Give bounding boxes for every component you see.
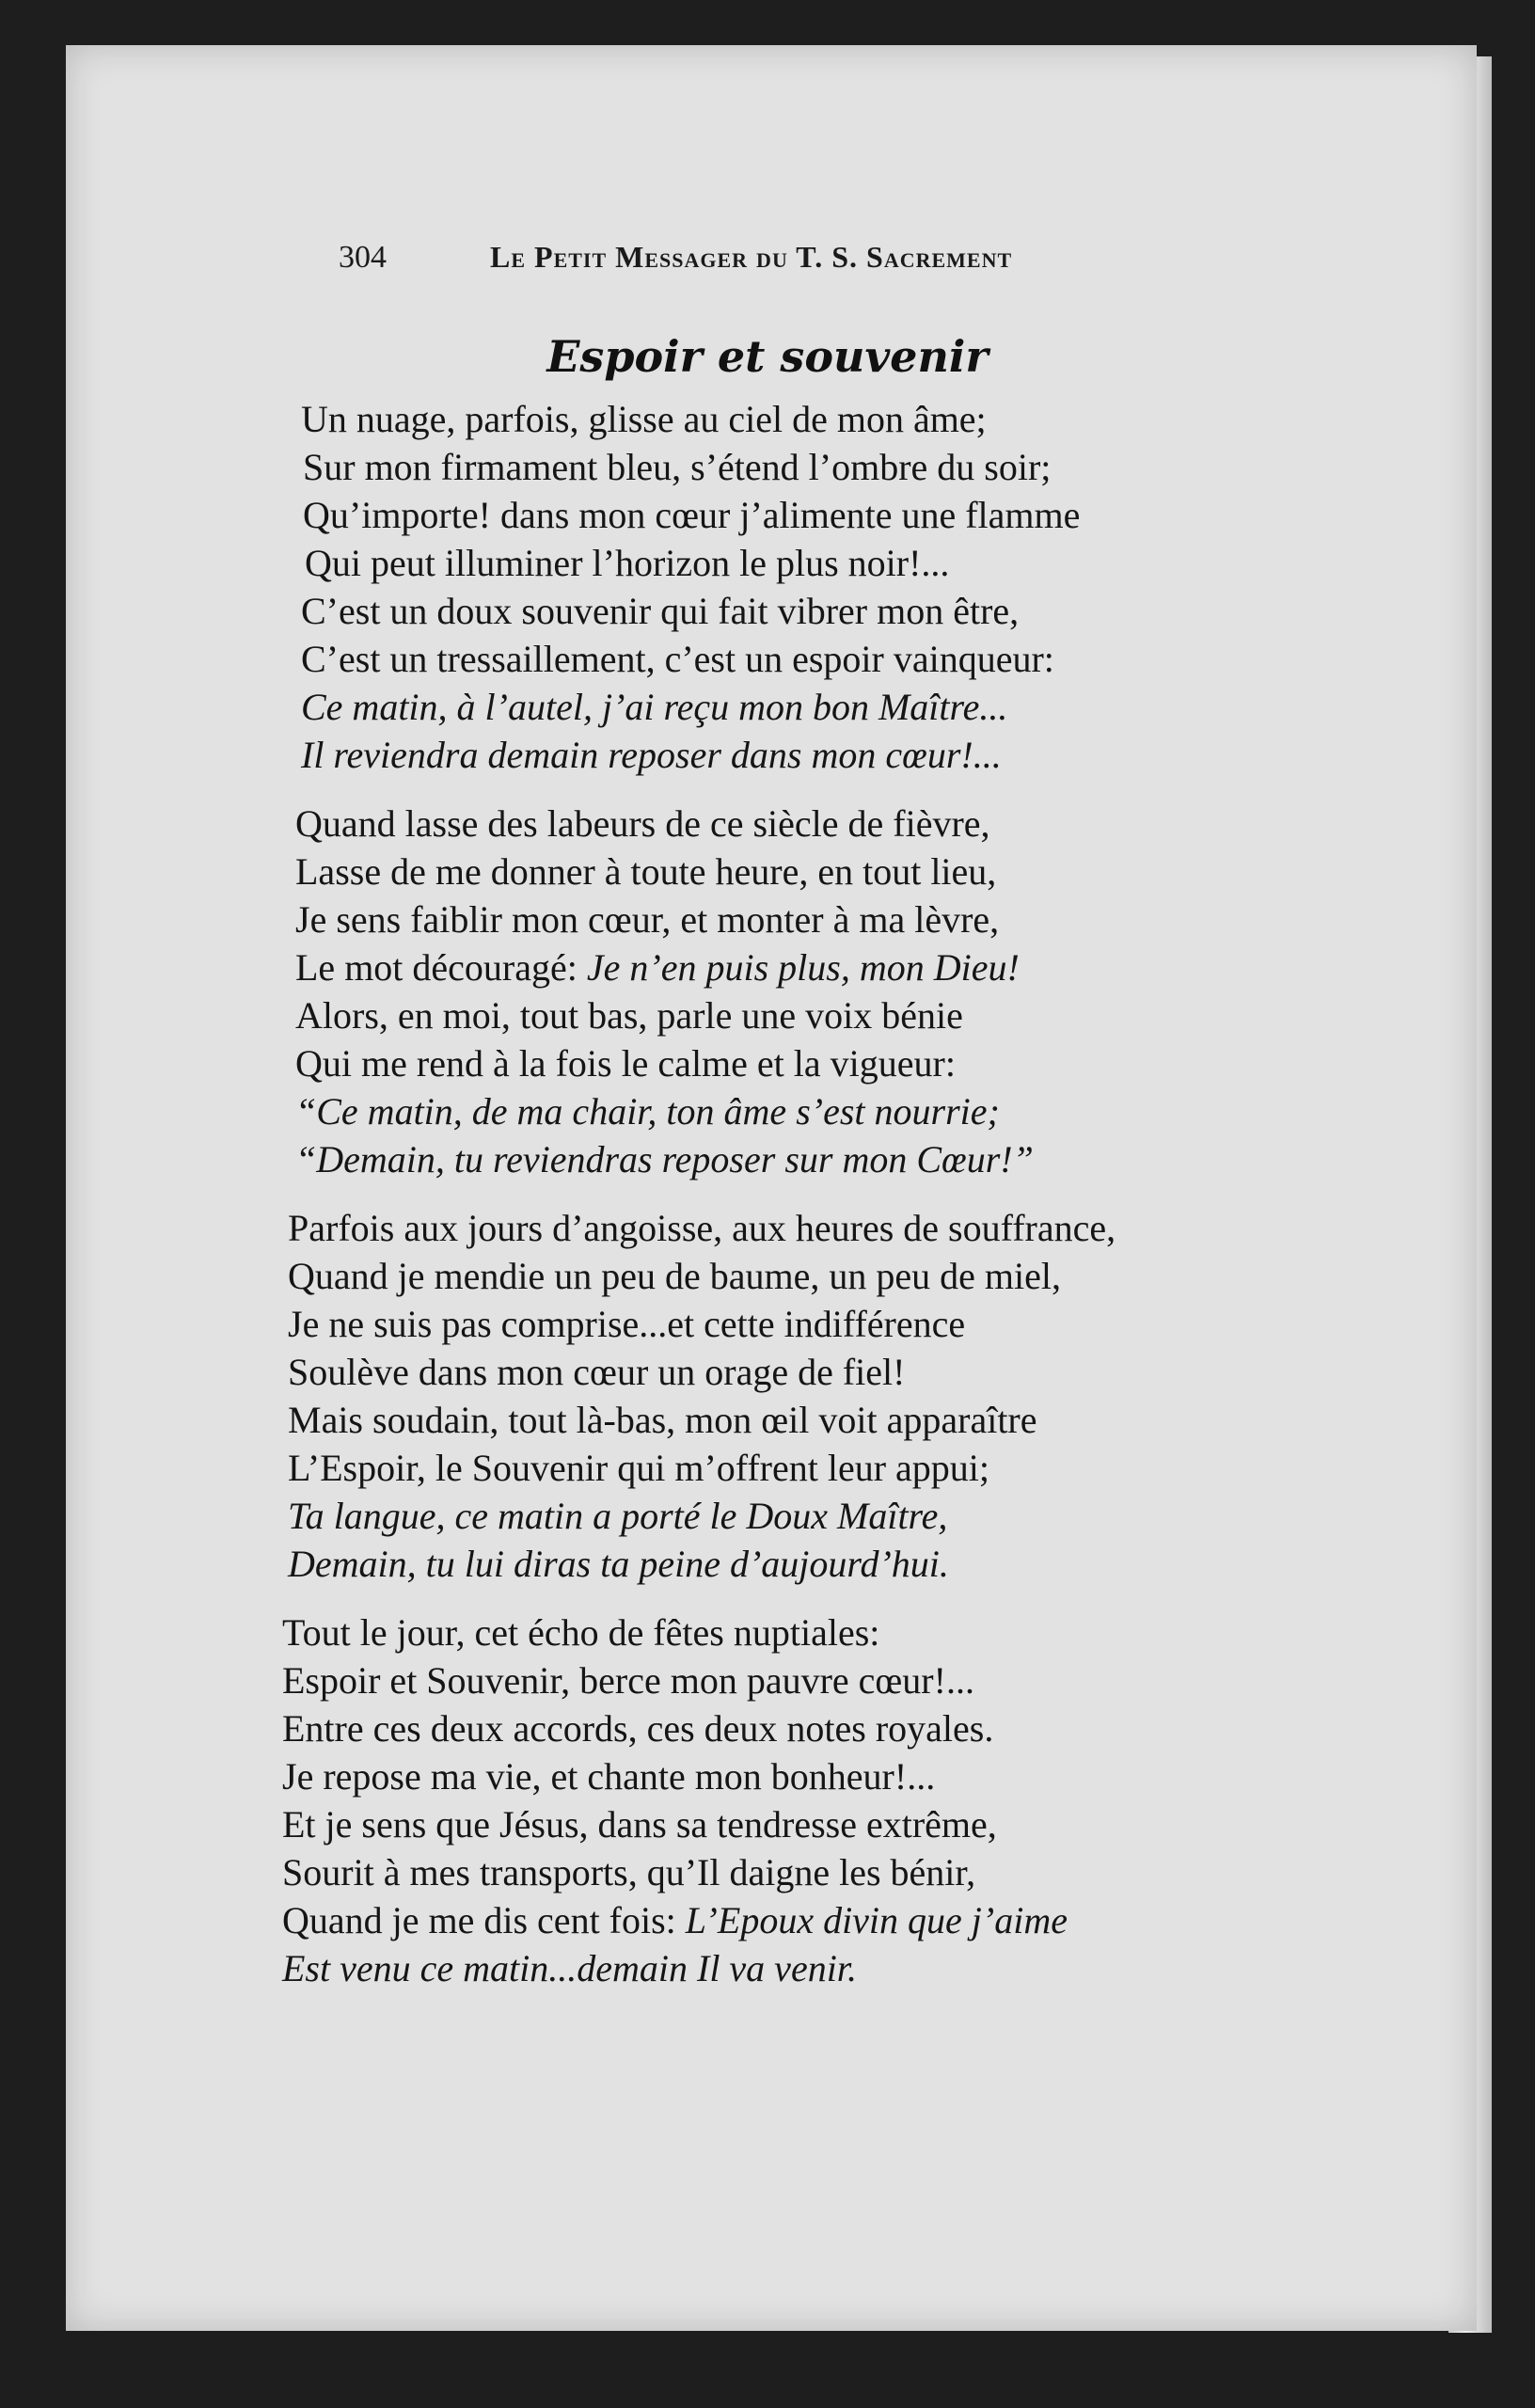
running-title: Le Petit Messager du T. S. Sacrement [490, 240, 1013, 274]
poem-line: Ta langue, ce matin a porté le Doux Maître, [288, 1495, 948, 1537]
poem-line-prefix: Quand je me dis cent fois: [282, 1899, 686, 1941]
poem-line: Espoir et Souvenir, berce mon pauvre cœur!... [282, 1659, 974, 1702]
poem-line: Qui me rend à la fois le calme et la vigueur: [295, 1042, 956, 1085]
poem-line: Sur mon firmament bleu, s’étend l’ombre du soir; [303, 446, 1052, 488]
poem-line: Parfois aux jours d’angoisse, aux heures de souffrance, [288, 1207, 1116, 1249]
page-number: 304 [339, 240, 387, 275]
poem-line: Est venu ce matin...demain Il va venir. [282, 1947, 857, 1989]
poem-line: Sourit à mes transports, qu’Il daigne les bénir, [282, 1851, 976, 1893]
stanza-1 [301, 395, 1364, 779]
poem-line: Quand je mendie un peu de baume, un peu de miel, [288, 1255, 1061, 1297]
poem-line: “Demain, tu reviendras reposer sur mon Cœur!” [295, 1138, 1034, 1180]
poem-line: Mais soudain, tout là-bas, mon œil voit apparaître [288, 1399, 1037, 1441]
poem-line: Quand lasse des labeurs de ce siècle de fièvre, [295, 802, 990, 845]
poem-line: Je ne suis pas comprise...et cette indifférence [288, 1303, 966, 1345]
poem-line: Qui peut illuminer l’horizon le plus noir!... [305, 542, 950, 584]
poem-title: Espoir et souvenir [546, 331, 989, 382]
running-header [339, 240, 1204, 276]
poem-line: Soulève dans mon cœur un orage de fiel! [288, 1351, 906, 1393]
poem-line: Je sens faiblir mon cœur, et monter à ma lèvre, [295, 898, 1000, 941]
poem-line [282, 1896, 1364, 1944]
poem-line-italic: L’Epoux divin que j’aime [685, 1899, 1068, 1941]
poem-line: Alors, en moi, tout bas, parle une voix bénie [295, 994, 963, 1037]
poem-line: Entre ces deux accords, ces deux notes royales. [282, 1707, 994, 1750]
poem-line: Je repose ma vie, et chante mon bonheur!... [282, 1755, 936, 1798]
poem-line: C’est un tressaillement, c’est un espoir vainqueur: [301, 638, 1054, 680]
poem [282, 395, 1364, 2013]
poem-line: “Ce matin, de ma chair, ton âme s’est nourrie; [295, 1090, 1000, 1133]
poem-line: Ce matin, à l’autel, j’ai reçu mon bon Maître... [301, 686, 1008, 728]
poem-line: Il reviendra demain reposer dans mon cœur!... [301, 734, 1002, 776]
stanza-4 [282, 1608, 1364, 1992]
poem-line: Tout le jour, cet écho de fêtes nuptiales: [282, 1611, 880, 1654]
poem-line [295, 943, 1364, 991]
poem-line: Qu’importe! dans mon cœur j’alimente une flamme [303, 494, 1081, 536]
poem-line: Lasse de me donner à toute heure, en tout lieu, [295, 850, 997, 893]
poem-line: L’Espoir, le Souvenir qui m’offrent leur appui; [288, 1447, 990, 1489]
stanza-2 [295, 800, 1364, 1183]
poem-line: C’est un doux souvenir qui fait vibrer mon être, [301, 590, 1020, 632]
stanza-3 [288, 1204, 1364, 1588]
poem-line: Un nuage, parfois, glisse au ciel de mon âme; [301, 398, 987, 440]
poem-line: Demain, tu lui diras ta peine d’aujourd’hui. [288, 1543, 949, 1585]
poem-line-prefix: Le mot découragé: [295, 946, 587, 989]
poem-line: Et je sens que Jésus, dans sa tendresse extrême, [282, 1803, 997, 1846]
poem-line-italic: Je n’en puis plus, mon Dieu! [586, 946, 1020, 989]
